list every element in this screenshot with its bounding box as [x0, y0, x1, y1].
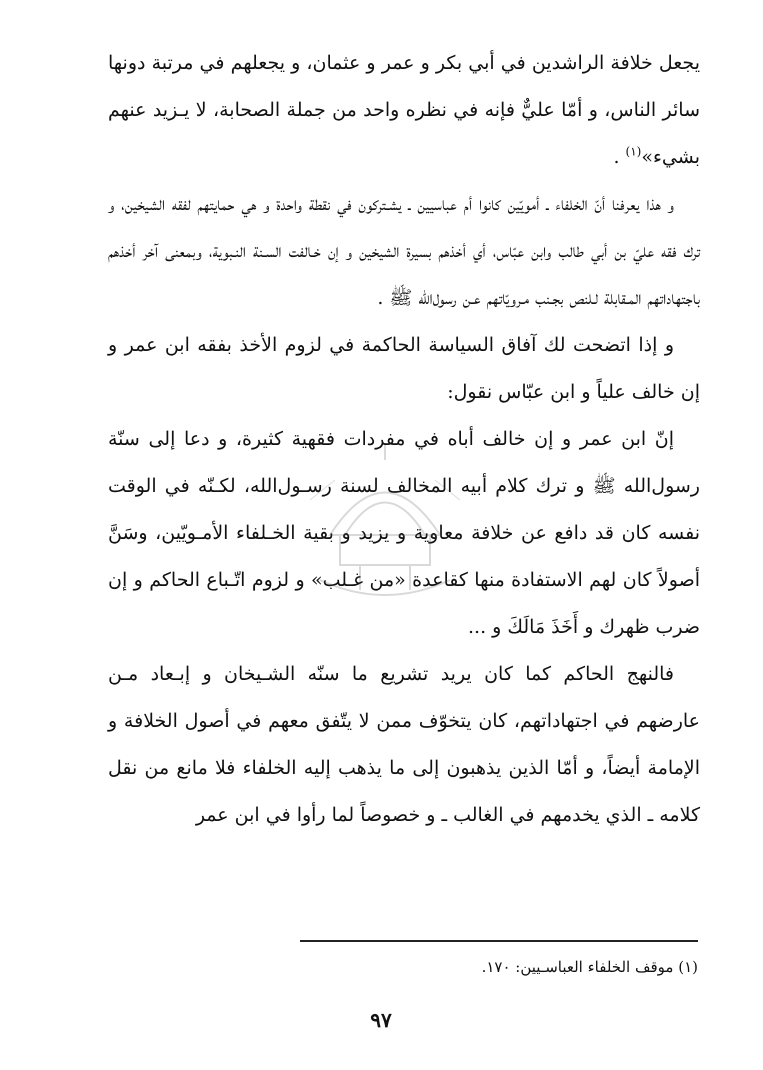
footnote: (١) موقف الخلفاء العباسـيين: ١٧٠.	[481, 958, 698, 976]
paragraph-2: و هذا يعرفنا أنّ الخلفاء ـ أمويّين كانوا أم عباسيين ـ يشـتركون في نقطة واحدة و هي حمايتهم لفقه الشيخين، و ترك فقه عليّ بن أبي طالب وابن عبّاس، أي أخذهم بسيرة الشيخين و إن خـالفت السـنة النـبوية، وبمعنى آخر أخذهم باجتهاداتهم المـقابلة لـلنص بجـنب مـرويّاتهم عـن رسول‌الله ﷺ .	[108, 193, 700, 309]
paragraph-1-text: يجعل خلافة الراشدين في أبي بكر و عمر و عثمان، و يجعلهم في مرتبة دونها سائر الناس، و أمّا عليٌّ فإنه في نظره واحد من جملة الصحابة، لا يـزيد عنهم بشيء»	[108, 52, 700, 168]
library-seal-watermark	[290, 440, 480, 600]
seal-dome-icon	[320, 445, 450, 595]
paragraph-3: و إذا اتضحت لك آفاق السياسة الحاكمة في لزوم الأخذ بفقه ابن عمر و إن خالف علياً و ابن عبّاس نقول:	[108, 334, 700, 403]
paragraph-1-end: .	[613, 146, 620, 168]
paragraph-4: إنّ ابن عمر و إن خالف أباه في مفردات فقهية كثيرة، و دعا إلى سنّة رسول‌الله ﷺ و ترك كلام أبيه المخالف لسنة رسـول‌الله، لكـنّه في الوقت نفسه كان قد دافع عن خلافة معاوية و يزيد و بقية الخـلفاء الأمـويّين، وسَنَّ أصولاً كان لهم الاستفادة منها كقاعدة «من غـلب» و لزوم اتّـباع الحاكم و إن ضرب ظهرك و أَخَذَ مَالَكَ و ...	[108, 428, 700, 638]
paragraph-1	[108, 40, 700, 181]
paragraph-5: فالنهج الحاكم كما كان يريد تشريع ما سنّه الشـيخان و إبـعاد مـن عارضهم في اجتهاداتهم، كان يتخوّف ممن لا يتّفق معهم في أصول الخلافة و الإمامة أيضاً، و أمّا الذين يذهبون إلى ما يذهب إليه الخلفاء فلا مانع من نقل كلامه ـ الذي يخدمهم في الغالب ـ و خصوصاً لما رأوا في ابن عمر	[108, 663, 700, 826]
page-number: ٩٧	[370, 1008, 392, 1032]
footnote-separator	[300, 940, 698, 942]
footnote-marker: (١)	[625, 144, 642, 159]
